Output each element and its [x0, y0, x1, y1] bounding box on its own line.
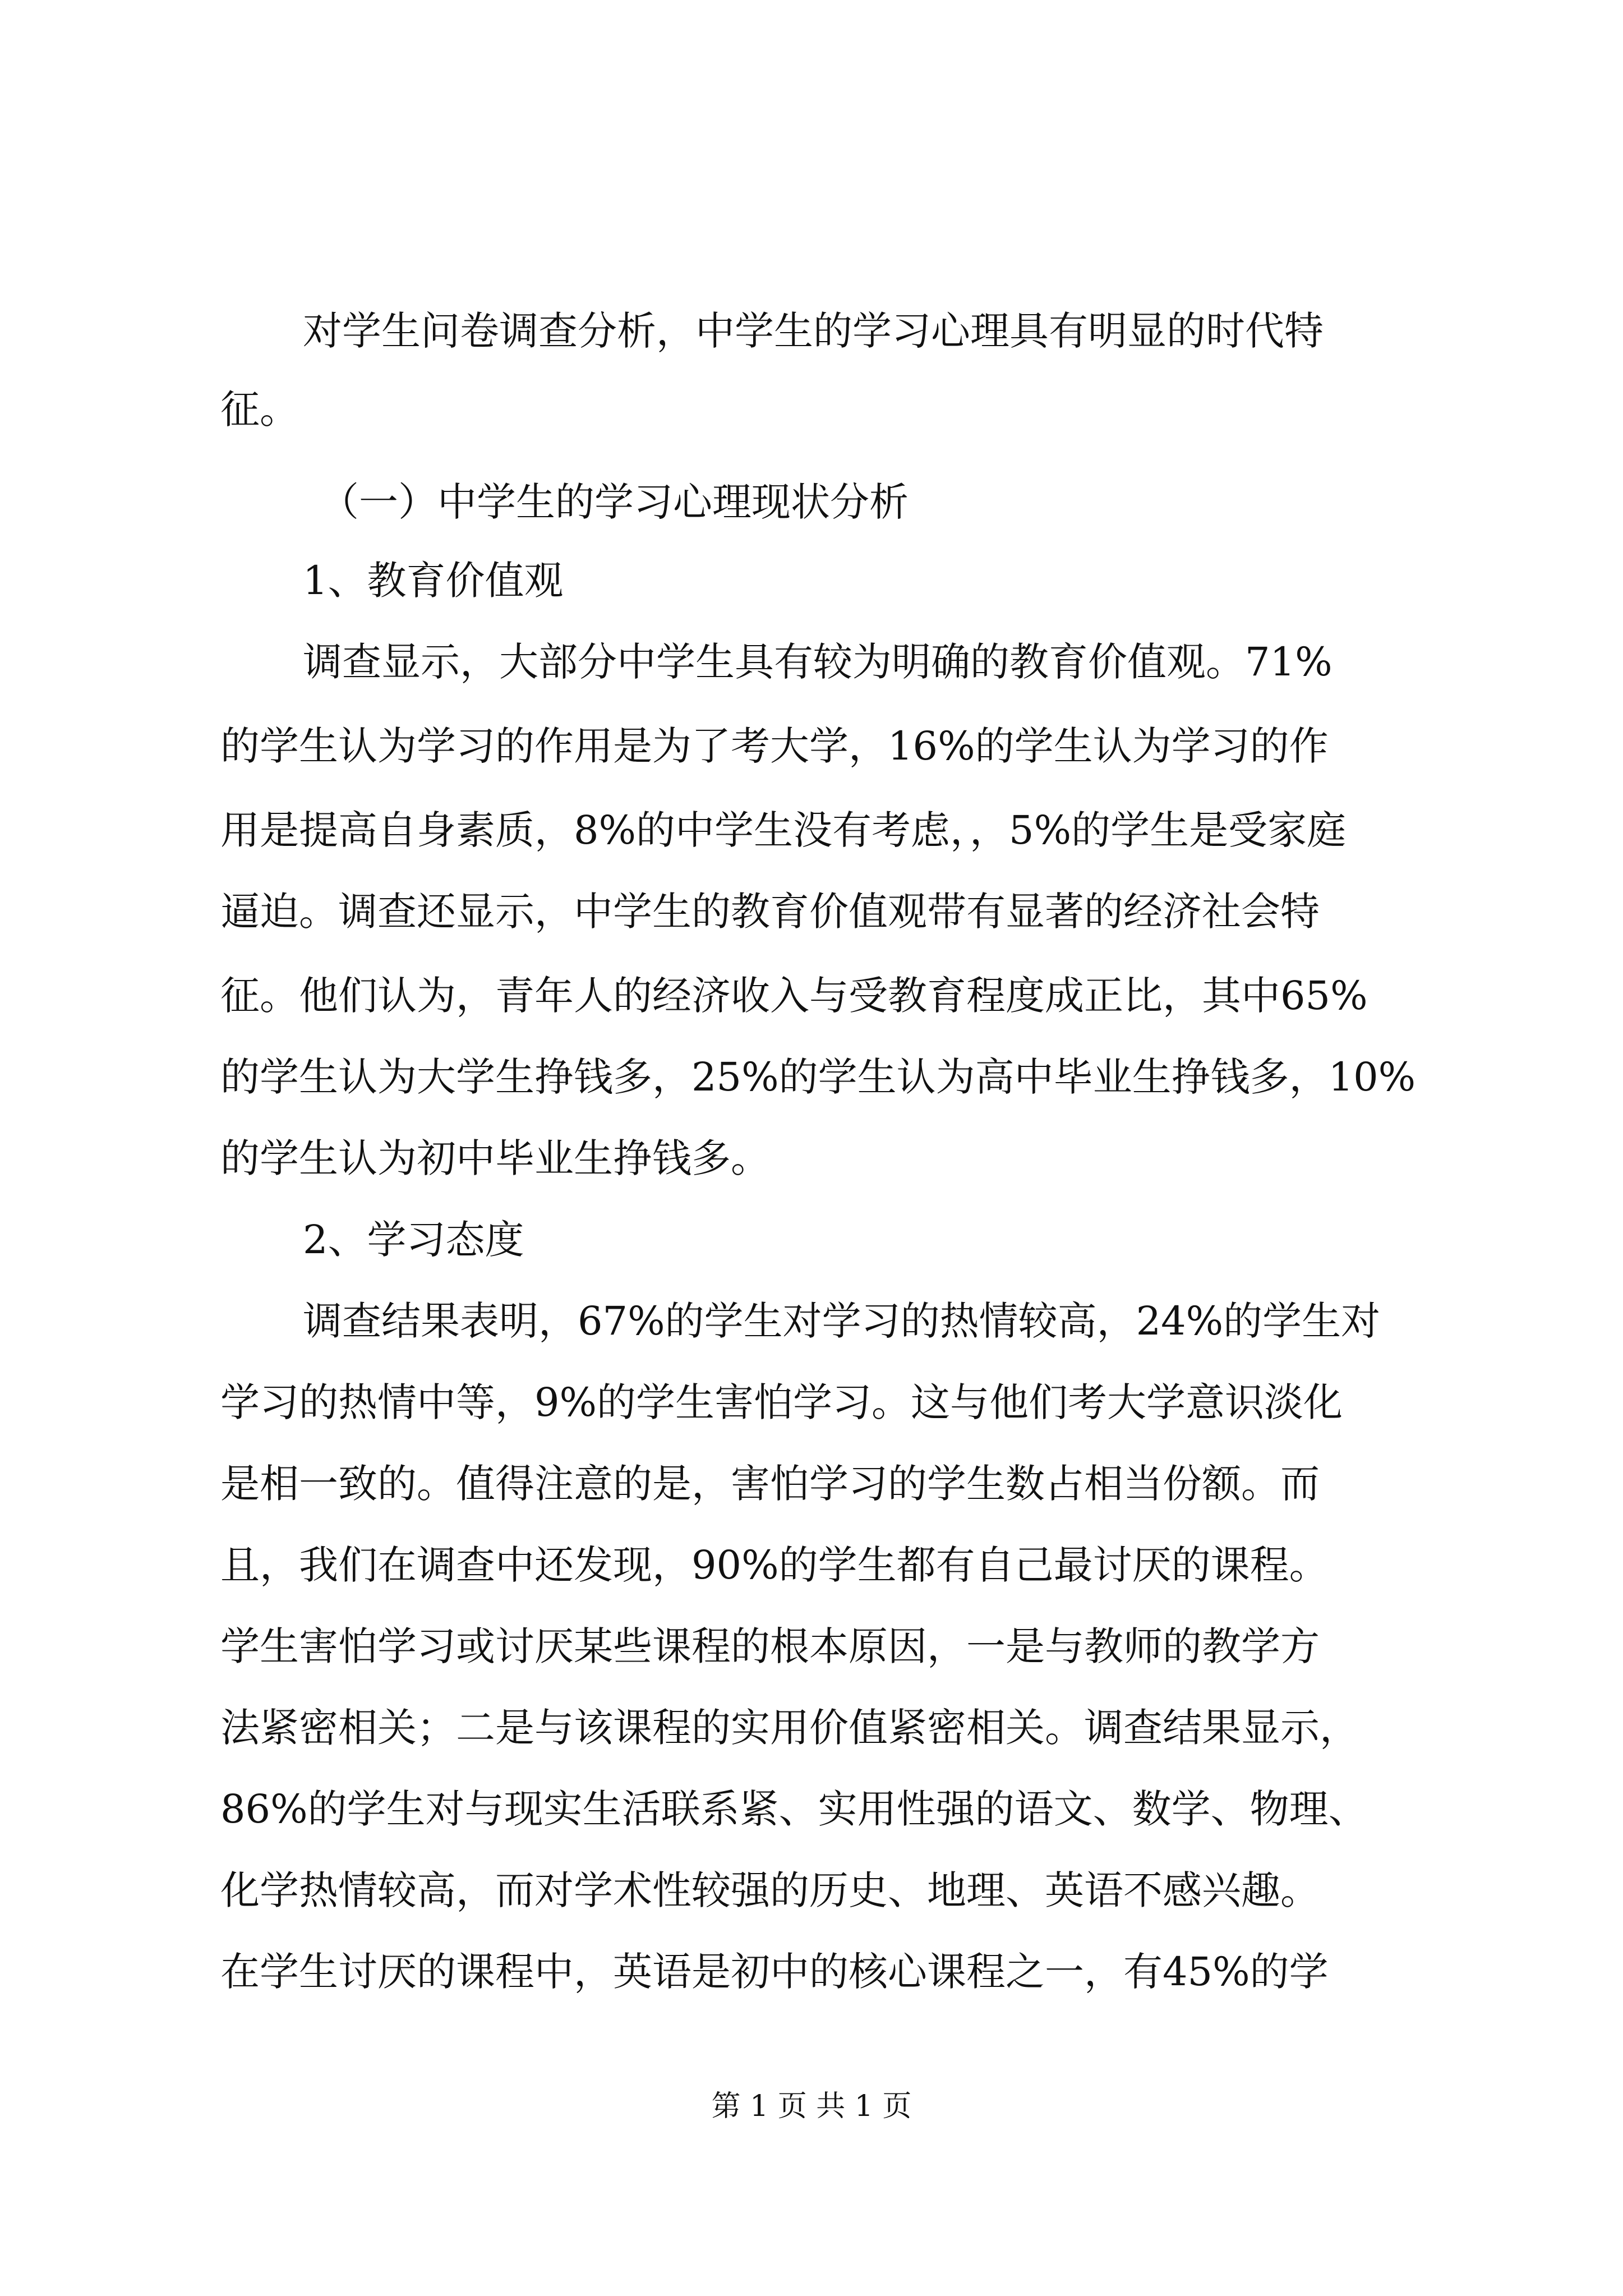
subsection-heading: 2、学习态度	[303, 1217, 524, 1263]
paragraph-line: 对学生问卷调查分析，中学生的学习心理具有明显的时代特	[303, 308, 1324, 354]
page-footer: 第 1 页 共 1 页	[711, 2090, 912, 2123]
paragraph-line: 征。他们认为，青年人的经济收入与受教育程度成正比，其中65%	[220, 973, 1368, 1019]
paragraph-line: 的学生认为大学生挣钱多，25%的学生认为高中毕业生挣钱多，10%	[220, 1054, 1416, 1100]
paragraph-line: 化学热情较高，而对学术性较强的历史、地理、英语不感兴趣。	[220, 1867, 1320, 1913]
paragraph-line: 且，我们在调查中还发现，90%的学生都有自己最讨厌的课程。	[220, 1542, 1329, 1588]
paragraph-line: 是相一致的。值得注意的是，害怕学习的学生数占相当份额。而	[220, 1461, 1320, 1507]
paragraph-line: 学生害怕学习或讨厌某些课程的根本原因，一是与教师的教学方	[220, 1623, 1320, 1669]
paragraph-line: 调查结果表明，67%的学生对学习的热情较高，24%的学生对	[303, 1298, 1381, 1344]
paragraph-line: 86%的学生对与现实生活联系紧、实用性强的语文、数学、物理、	[220, 1786, 1368, 1832]
paragraph-line: 的学生认为学习的作用是为了考大学，16%的学生认为学习的作	[220, 723, 1329, 769]
subsection-heading: 1、教育价值观	[303, 558, 564, 604]
paragraph-line: 征。	[220, 386, 299, 432]
paragraph-line: 在学生讨厌的课程中，英语是初中的核心课程之一，有45%的学	[220, 1949, 1329, 1995]
paragraph-line: 学习的热情中等，9%的学生害怕学习。这与他们考大学意识淡化	[220, 1379, 1343, 1425]
paragraph-line: 法紧密相关；二是与该课程的实用价值紧密相关。调查结果显示，	[220, 1705, 1359, 1751]
section-heading: （一）中学生的学习心理现状分析	[320, 479, 909, 525]
paragraph-line: 用是提高自身素质，8%的中学生没有考虑，，5%的学生是受家庭	[220, 807, 1347, 853]
paragraph-line: 的学生认为初中毕业生挣钱多。	[220, 1135, 770, 1181]
paragraph-line: 调查显示，大部分中学生具有较为明确的教育价值观。71%	[303, 639, 1332, 685]
paragraph-line: 逼迫。调查还显示，中学生的教育价值观带有显著的经济社会特	[220, 889, 1320, 935]
